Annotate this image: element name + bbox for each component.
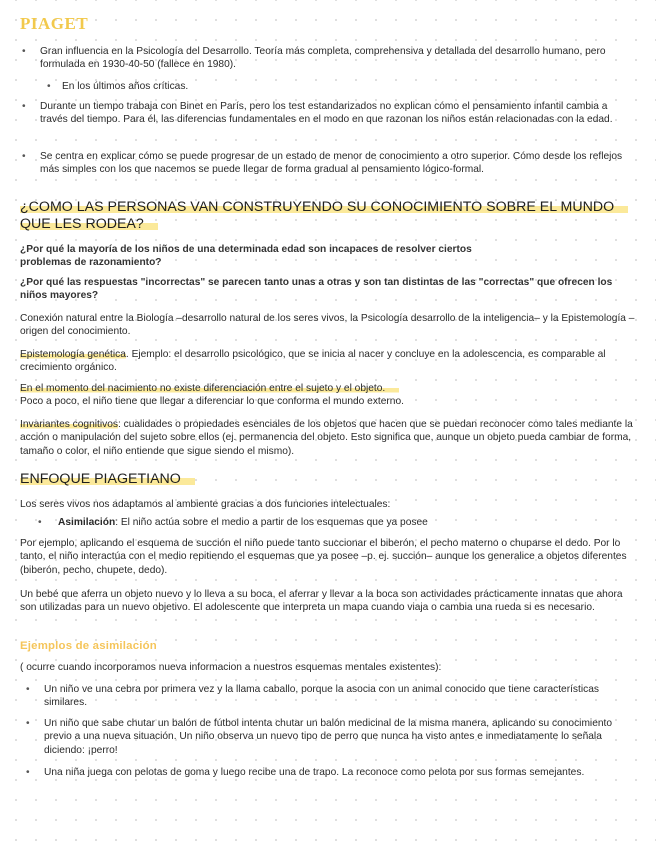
paragraph-text: Poco a poco, el niño tiene que llegar a diferenciar lo que conforma el mundo externo. xyxy=(20,396,404,408)
list-item: • Se centra en explicar cómo se puede progresar de un estado de menor de conocimiento a otro superior. Cómo desde los reflejos más simples con los que nacemos se puede llegar de forma gradual al pensamiento lógico-formal. xyxy=(40,150,630,177)
paragraph: Los seres vivos nos adaptamos al ambiente gracias a dos funciones intelectuales: xyxy=(20,499,391,510)
paragraph: Conexión natural entre la Biología –desarrollo natural de los seres vivos, la Psicología desarrollo de la inteligencia– y la Epistemología –origen del conocimiento. xyxy=(20,313,635,338)
section-heading xyxy=(20,199,636,233)
paragraph: Por ejemplo, aplicando el esquema de succión el niño puede tanto succionar el biberón, el pecho materno o chuparse el dedo. Por lo tanto, el niño interactúa con el medio repitiendo el esquemas que ya posee –p. ej. succión– aunque los generalice a objetos diferentes (biberón, pecho, chupete, dedo). xyxy=(20,538,627,576)
subsection-title: Ejemplos de asimilación xyxy=(20,640,157,652)
list-item: • Durante un tiempo trabaja con Binet en París, pero los test estandarizados no explican cómo el pensamiento infantil cambia a través del tiempo. Para él, las diferencias fundamentales en el modo en que razonan los niños están relacionadas con la edad. xyxy=(40,100,630,127)
question: ¿Por qué las respuestas "incorrectas" se parecen tanto unas a otras y son tan distintas de las "correctas" que ofrecen los niños mayores? xyxy=(20,277,613,302)
heading-text: ENFOQUE PIAGETIANO xyxy=(20,471,195,487)
paragraph: ( ocurre cuando incorporamos nueva informacion a nuestros esquemas mentales existentes): xyxy=(20,662,442,673)
list-item: • Gran influencia en la Psicología del Desarrollo. Teoría más completa, comprehensiva y detallada del desarrollo humano, pero formulada en 1930-40-50 (fallece en 1980). xyxy=(40,45,630,72)
paragraph xyxy=(20,382,636,409)
page-title: PIAGET xyxy=(20,14,89,33)
paragraph-text: : cualidades o propiedades esenciales de los objetos que hacen que se puedan reconocer como tales mediante la acción o manipulación del sujeto sobre ellos (ej. permanencia del objeto. Esto significa que, aunque un objeto pueda cambiar de forma, tamaño o color, el niño entiende que sigue siendo el mismo). xyxy=(20,419,633,457)
heading-text: ¿COMO LAS PERSONAS VAN CONSTRUYENDO SU CONOCIMIENTO SOBRE EL MUNDO QUE LES RODEA? xyxy=(20,199,628,232)
paragraph xyxy=(20,348,636,375)
highlighted-sentence: En el momento del nacimiento no existe diferenciación entre el sujeto y el objeto. xyxy=(20,383,399,394)
paragraph xyxy=(20,418,636,458)
question: ¿Por qué la mayoría de los niños de una determinada edad son incapaces de resolver ciertos problemas de razonamiento? xyxy=(20,244,472,269)
list-item: • Un niño que sabe chutar un balón de fútbol intenta chutar un balón medicinal de la misma manera, aplicando su conocimiento previo a una nueva situación. Un niño observa un nuevo tipo de perro que nunca ha visto antes e inmediatamente lo señala diciendo: ¡perro! xyxy=(44,717,632,757)
highlighted-term: Invariantes cognitivos xyxy=(20,419,118,430)
paragraph: Un bebé que aferra un objeto nuevo y lo lleva a su boca, el aferrar y llevar a la boca son actividades prácticamente innatas que ahora son utilizadas para un nuevo objetivo. El adolescente que interpreta un mapa cuando viaja o cambia una rueda si es necesario. xyxy=(20,589,623,614)
list-item: • En los últimos años críticas. xyxy=(62,80,622,93)
paragraph-text: . Ejemplo: el desarrollo psicológico, que se inicia al nacer y concluye en la adolescencia, es comparable al crecimiento orgánico. xyxy=(20,349,606,374)
section-heading xyxy=(20,471,636,488)
list-item: • Una niña juega con pelotas de goma y luego recibe una de trapo. La reconoce como pelota por sus formas semejantes. xyxy=(44,766,632,779)
list-item: • Un niño ve una cebra por primera vez y la llama caballo, porque la asocia con un animal conocido que tiene características similares. xyxy=(44,683,632,710)
list-item xyxy=(58,516,628,529)
list-item-text: : El niño actúa sobre el medio a partir de los esquemas que ya posee xyxy=(115,517,428,528)
highlighted-term: Epistemología genética xyxy=(20,349,126,360)
term: Asimilación xyxy=(58,517,116,528)
